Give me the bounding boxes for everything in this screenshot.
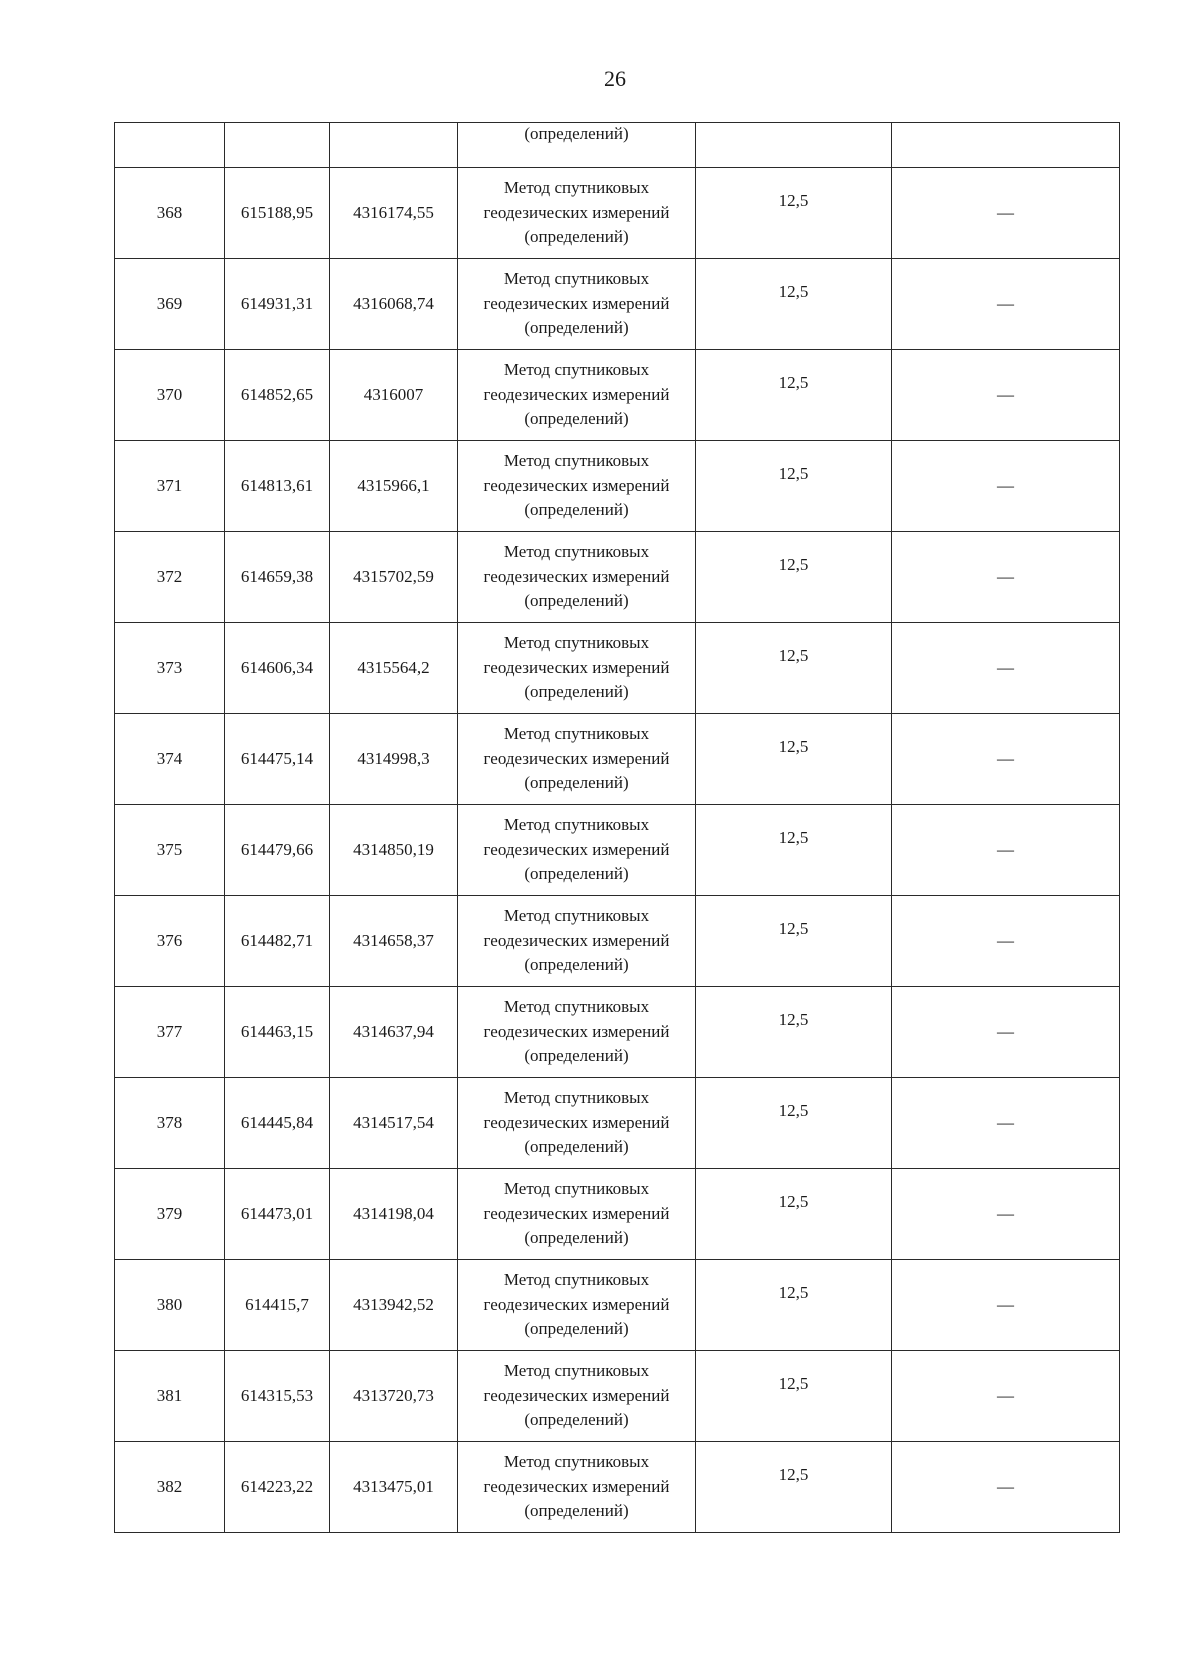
x-coordinate-cell: 614415,7 xyxy=(225,1260,330,1351)
y-coordinate-cell: 4313720,73 xyxy=(330,1351,458,1442)
x-coordinate-cell: 614813,61 xyxy=(225,441,330,532)
method-cell xyxy=(458,350,696,441)
point-number-cell: 370 xyxy=(115,350,225,441)
point-number-cell: 371 xyxy=(115,441,225,532)
x-coordinate-cell: 614659,38 xyxy=(225,532,330,623)
cell-empty xyxy=(225,123,330,168)
accuracy-value: 12,5 xyxy=(778,373,809,392)
accuracy-cell xyxy=(696,805,892,896)
point-number-cell: 381 xyxy=(115,1351,225,1442)
method-line: геодезических измерений xyxy=(483,384,670,404)
table-row xyxy=(115,441,1120,532)
note-cell xyxy=(892,805,1120,896)
method-cell xyxy=(458,532,696,623)
point-number-cell: 376 xyxy=(115,896,225,987)
note-cell xyxy=(892,714,1120,805)
method-line: геодезических измерений xyxy=(483,1294,670,1314)
accuracy-value: 12,5 xyxy=(778,1283,809,1302)
accuracy-cell xyxy=(696,259,892,350)
y-coordinate-cell: 4316007 xyxy=(330,350,458,441)
y-coordinate-cell: 4316174,55 xyxy=(330,168,458,259)
table-row xyxy=(115,1078,1120,1169)
accuracy-value: 12,5 xyxy=(778,1465,809,1484)
point-number-cell: 382 xyxy=(115,1442,225,1533)
method-line: геодезических измерений xyxy=(483,930,670,950)
method-line: Метод спутниковых xyxy=(503,1088,650,1108)
note-cell xyxy=(892,441,1120,532)
note-cell xyxy=(892,1442,1120,1533)
dash-mark: — xyxy=(997,1203,1014,1223)
method-line: геодезических измерений xyxy=(483,839,670,859)
method-line: (определений) xyxy=(524,227,629,247)
dash-mark: — xyxy=(997,839,1014,859)
point-number-cell: 369 xyxy=(115,259,225,350)
method-line: (определений) xyxy=(524,1410,629,1430)
method-line: (определений) xyxy=(524,1046,629,1066)
page-number: 26 xyxy=(604,66,626,91)
cell-empty xyxy=(115,123,225,168)
method-line: (определений) xyxy=(524,500,629,520)
method-line: геодезических измерений xyxy=(483,1112,670,1132)
table-row xyxy=(115,805,1120,896)
accuracy-cell xyxy=(696,1169,892,1260)
table-row xyxy=(115,623,1120,714)
method-line: Метод спутниковых xyxy=(503,451,650,471)
accuracy-cell xyxy=(696,441,892,532)
table-row xyxy=(115,350,1120,441)
accuracy-cell xyxy=(696,168,892,259)
method-cell xyxy=(458,168,696,259)
y-coordinate-cell: 4314850,19 xyxy=(330,805,458,896)
point-number-cell: 374 xyxy=(115,714,225,805)
point-number-cell: 379 xyxy=(115,1169,225,1260)
dash-mark: — xyxy=(997,384,1014,404)
method-cell xyxy=(458,1078,696,1169)
dash-mark: — xyxy=(997,1112,1014,1132)
method-line: Метод спутниковых xyxy=(503,724,650,744)
accuracy-cell xyxy=(696,1351,892,1442)
continuation-row xyxy=(115,123,1120,168)
y-coordinate-cell: 4314637,94 xyxy=(330,987,458,1078)
method-line: Метод спутниковых xyxy=(503,1452,650,1472)
method-line: (определений) xyxy=(524,955,629,975)
method-line: Метод спутниковых xyxy=(503,633,650,653)
y-coordinate-cell: 4314658,37 xyxy=(330,896,458,987)
point-number-cell: 368 xyxy=(115,168,225,259)
table-row xyxy=(115,168,1120,259)
cell-empty xyxy=(696,123,892,168)
accuracy-value: 12,5 xyxy=(778,919,809,938)
x-coordinate-cell: 614606,34 xyxy=(225,623,330,714)
x-coordinate-cell: 614315,53 xyxy=(225,1351,330,1442)
x-coordinate-cell: 614475,14 xyxy=(225,714,330,805)
dash-mark: — xyxy=(997,748,1014,768)
method-line: геодезических измерений xyxy=(483,748,670,768)
dash-mark: — xyxy=(997,1294,1014,1314)
method-line: Метод спутниковых xyxy=(503,542,650,562)
y-coordinate-cell: 4316068,74 xyxy=(330,259,458,350)
accuracy-cell xyxy=(696,714,892,805)
dash-mark: — xyxy=(997,566,1014,586)
note-cell xyxy=(892,1169,1120,1260)
method-cell xyxy=(458,259,696,350)
cell-empty xyxy=(892,123,1120,168)
method-line: Метод спутниковых xyxy=(503,997,650,1017)
dash-mark: — xyxy=(997,930,1014,950)
method-cell xyxy=(458,805,696,896)
method-cell xyxy=(458,987,696,1078)
x-coordinate-cell: 614479,66 xyxy=(225,805,330,896)
method-line: (определений) xyxy=(524,409,629,429)
note-cell xyxy=(892,259,1120,350)
accuracy-cell xyxy=(696,350,892,441)
y-coordinate-cell: 4314517,54 xyxy=(330,1078,458,1169)
y-coordinate-cell: 4315966,1 xyxy=(330,441,458,532)
method-line: геодезических измерений xyxy=(483,566,670,586)
method-line: Метод спутниковых xyxy=(503,906,650,926)
method-cell xyxy=(458,896,696,987)
x-coordinate-cell: 614463,15 xyxy=(225,987,330,1078)
note-cell xyxy=(892,532,1120,623)
method-line: геодезических измерений xyxy=(483,1021,670,1041)
accuracy-value: 12,5 xyxy=(778,282,809,301)
y-coordinate-cell: 4314998,3 xyxy=(330,714,458,805)
table-row xyxy=(115,1169,1120,1260)
accuracy-value: 12,5 xyxy=(778,464,809,483)
x-coordinate-cell: 614473,01 xyxy=(225,1169,330,1260)
note-cell xyxy=(892,987,1120,1078)
point-number-cell: 372 xyxy=(115,532,225,623)
method-line: Метод спутниковых xyxy=(503,1179,650,1199)
method-line: (определений) xyxy=(524,318,629,338)
point-number-cell: 380 xyxy=(115,1260,225,1351)
method-line: геодезических измерений xyxy=(483,202,670,222)
method-line: геодезических измерений xyxy=(483,1385,670,1405)
accuracy-cell xyxy=(696,1078,892,1169)
method-line: Метод спутниковых xyxy=(503,269,650,289)
method-line: (определений) xyxy=(524,591,629,611)
method-line: (определений) xyxy=(524,1319,629,1339)
cell-empty xyxy=(330,123,458,168)
method-line: геодезических измерений xyxy=(483,657,670,677)
x-coordinate-cell: 614852,65 xyxy=(225,350,330,441)
accuracy-value: 12,5 xyxy=(778,737,809,756)
point-number-cell: 373 xyxy=(115,623,225,714)
dash-mark: — xyxy=(997,1021,1014,1041)
accuracy-value: 12,5 xyxy=(778,646,809,665)
note-cell xyxy=(892,1260,1120,1351)
point-number-cell: 378 xyxy=(115,1078,225,1169)
table-row xyxy=(115,532,1120,623)
method-line: Метод спутниковых xyxy=(503,360,650,380)
dash-mark: — xyxy=(997,657,1014,677)
accuracy-value: 12,5 xyxy=(778,1101,809,1120)
x-coordinate-cell: 614445,84 xyxy=(225,1078,330,1169)
method-cell xyxy=(458,1442,696,1533)
x-coordinate-cell: 614223,22 xyxy=(225,1442,330,1533)
dash-mark: — xyxy=(997,293,1014,313)
note-cell xyxy=(892,1351,1120,1442)
note-cell xyxy=(892,1078,1120,1169)
table-row xyxy=(115,259,1120,350)
dash-mark: — xyxy=(997,202,1014,222)
method-cell xyxy=(458,441,696,532)
table-row xyxy=(115,896,1120,987)
method-line: (определений) xyxy=(524,864,629,884)
table-row xyxy=(115,987,1120,1078)
method-cell xyxy=(458,1351,696,1442)
method-line: геодезических измерений xyxy=(483,1203,670,1223)
table-row xyxy=(115,714,1120,805)
table-row xyxy=(115,1260,1120,1351)
method-line: Метод спутниковых xyxy=(503,178,650,198)
coordinates-table xyxy=(114,122,1120,1533)
method-line: (определений) xyxy=(524,1137,629,1157)
method-line: геодезических измерений xyxy=(483,293,670,313)
accuracy-cell xyxy=(696,896,892,987)
table-row xyxy=(115,1351,1120,1442)
method-cell xyxy=(458,623,696,714)
accuracy-value: 12,5 xyxy=(778,1374,809,1393)
dash-mark: — xyxy=(997,475,1014,495)
x-coordinate-cell: 614931,31 xyxy=(225,259,330,350)
method-line: (определений) xyxy=(524,682,629,702)
note-cell xyxy=(892,623,1120,714)
continuation-method-cell: (определений) xyxy=(458,123,696,168)
dash-mark: — xyxy=(997,1385,1014,1405)
y-coordinate-cell: 4313942,52 xyxy=(330,1260,458,1351)
accuracy-cell xyxy=(696,1260,892,1351)
method-cell xyxy=(458,1260,696,1351)
x-coordinate-cell: 615188,95 xyxy=(225,168,330,259)
accuracy-value: 12,5 xyxy=(778,191,809,210)
table-row xyxy=(115,1442,1120,1533)
note-cell xyxy=(892,168,1120,259)
method-line: Метод спутниковых xyxy=(503,1270,650,1290)
method-line: геодезических измерений xyxy=(483,1476,670,1496)
y-coordinate-cell: 4313475,01 xyxy=(330,1442,458,1533)
method-line: (определений) xyxy=(524,773,629,793)
note-cell xyxy=(892,896,1120,987)
y-coordinate-cell: 4314198,04 xyxy=(330,1169,458,1260)
method-line: (определений) xyxy=(524,1501,629,1521)
method-line: Метод спутниковых xyxy=(503,1361,650,1381)
method-line: геодезических измерений xyxy=(483,475,670,495)
accuracy-value: 12,5 xyxy=(778,1192,809,1211)
dash-mark: — xyxy=(997,1476,1014,1496)
note-cell xyxy=(892,350,1120,441)
y-coordinate-cell: 4315702,59 xyxy=(330,532,458,623)
accuracy-cell xyxy=(696,1442,892,1533)
accuracy-cell xyxy=(696,987,892,1078)
method-line: (определений) xyxy=(524,1228,629,1248)
table-body xyxy=(115,123,1120,1533)
method-line: Метод спутниковых xyxy=(503,815,650,835)
accuracy-value: 12,5 xyxy=(778,1010,809,1029)
x-coordinate-cell: 614482,71 xyxy=(225,896,330,987)
method-cell xyxy=(458,714,696,805)
method-cell xyxy=(458,1169,696,1260)
point-number-cell: 375 xyxy=(115,805,225,896)
y-coordinate-cell: 4315564,2 xyxy=(330,623,458,714)
accuracy-cell xyxy=(696,532,892,623)
accuracy-value: 12,5 xyxy=(778,828,809,847)
accuracy-cell xyxy=(696,623,892,714)
point-number-cell: 377 xyxy=(115,987,225,1078)
accuracy-value: 12,5 xyxy=(778,555,809,574)
